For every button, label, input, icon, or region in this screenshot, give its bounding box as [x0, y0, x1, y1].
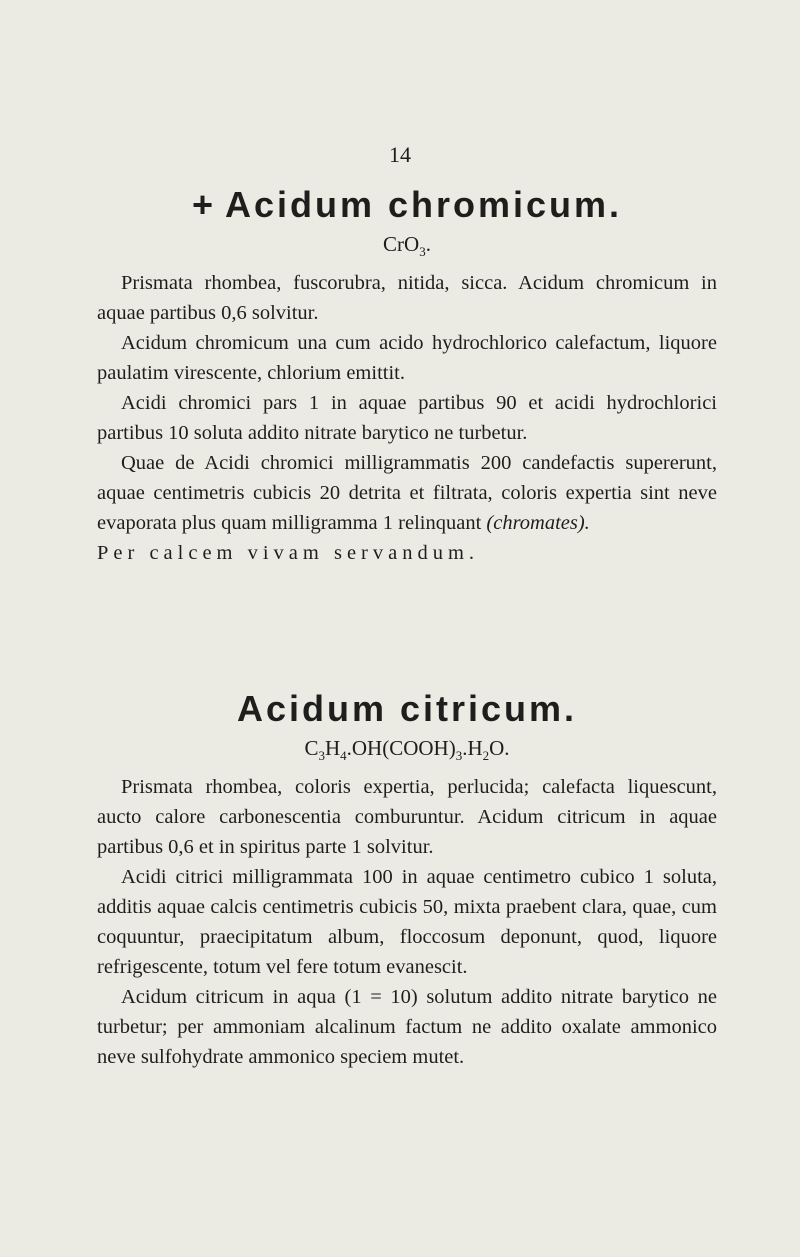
section-acidum-chromicum [97, 182, 717, 568]
paragraph-text: Quae de Acidi chromici milligrammatis 200 candefactis supererunt, aquae centimetris cubicis 20 detrita et filtrata, coloris expertia sint neve evaporata plus quam milligramma 1 relinquant [97, 452, 717, 535]
section-body [97, 772, 717, 1072]
paragraph: Acidi citrici milligrammata 100 in aquae centimetro cubico 1 soluta, additis aquae calcis centimetris cubicis 50, mixta praebent clara, quae, cum coquuntur, praecipitatum album, floccosum deponunt, quod, liquore refrigescente, totum vel fere totum evanescit. [97, 866, 717, 979]
formula-part: H [324, 736, 341, 760]
title-text: Acidum chromicum. [224, 184, 623, 225]
paragraph: Acidum citricum in aqua (1 = 10) solutum addito nitrate barytico ne turbetur; per ammoniam alcalinum factum ne addito oxalate ammonico neve sulfohydrate ammonico speciem mutet. [97, 986, 717, 1069]
formula-subscript: 3 [455, 748, 463, 764]
paragraph: Acidi chromici pars 1 in aquae partibus 90 et acidi hydrochlorici partibus 10 soluta addito nitrate barytico ne turbetur. [97, 392, 717, 445]
formula-part: CrO [383, 232, 420, 256]
formula-subscript: 2 [482, 748, 490, 764]
italic-note: (chromates). [486, 512, 590, 535]
paragraph: Acidum chromicum una cum acido hydrochlorico calefactum, liquore paulatim virescente, chlorium emittit. [97, 332, 717, 385]
formula-part: .OH(COOH) [346, 736, 456, 760]
section-acidum-citricum [97, 686, 717, 1072]
paragraph: Prismata rhombea, fuscorubra, nitida, sicca. Acidum chromicum in aquae partibus 0,6 solvitur. [97, 272, 717, 325]
formula-subscript: 3 [419, 244, 426, 260]
formula-part: . [425, 232, 431, 256]
chemical-formula [97, 228, 717, 268]
section-title [97, 182, 717, 228]
page-number: 14 [389, 142, 411, 167]
cross-mark: + [191, 184, 213, 225]
formula-subscript: 3 [318, 748, 325, 764]
paragraph-storage-note: Per calcem vivam servandum. [97, 542, 480, 565]
formula-part: C [304, 736, 319, 760]
chemical-formula [97, 732, 717, 772]
formula-part: .H [462, 736, 483, 760]
section-body [97, 268, 717, 568]
formula-part: O. [489, 736, 510, 760]
section-title: Acidum citricum. [236, 688, 578, 729]
paragraph: Prismata rhombea, coloris expertia, perlucida; calefacta liquescunt, aucto calore carbonescentia comburuntur. Acidum citricum in aquae partibus 0,6 et in spiritus parte 1 solvitur. [97, 776, 717, 859]
formula-subscript: 4 [340, 748, 347, 764]
paragraph [97, 448, 717, 538]
